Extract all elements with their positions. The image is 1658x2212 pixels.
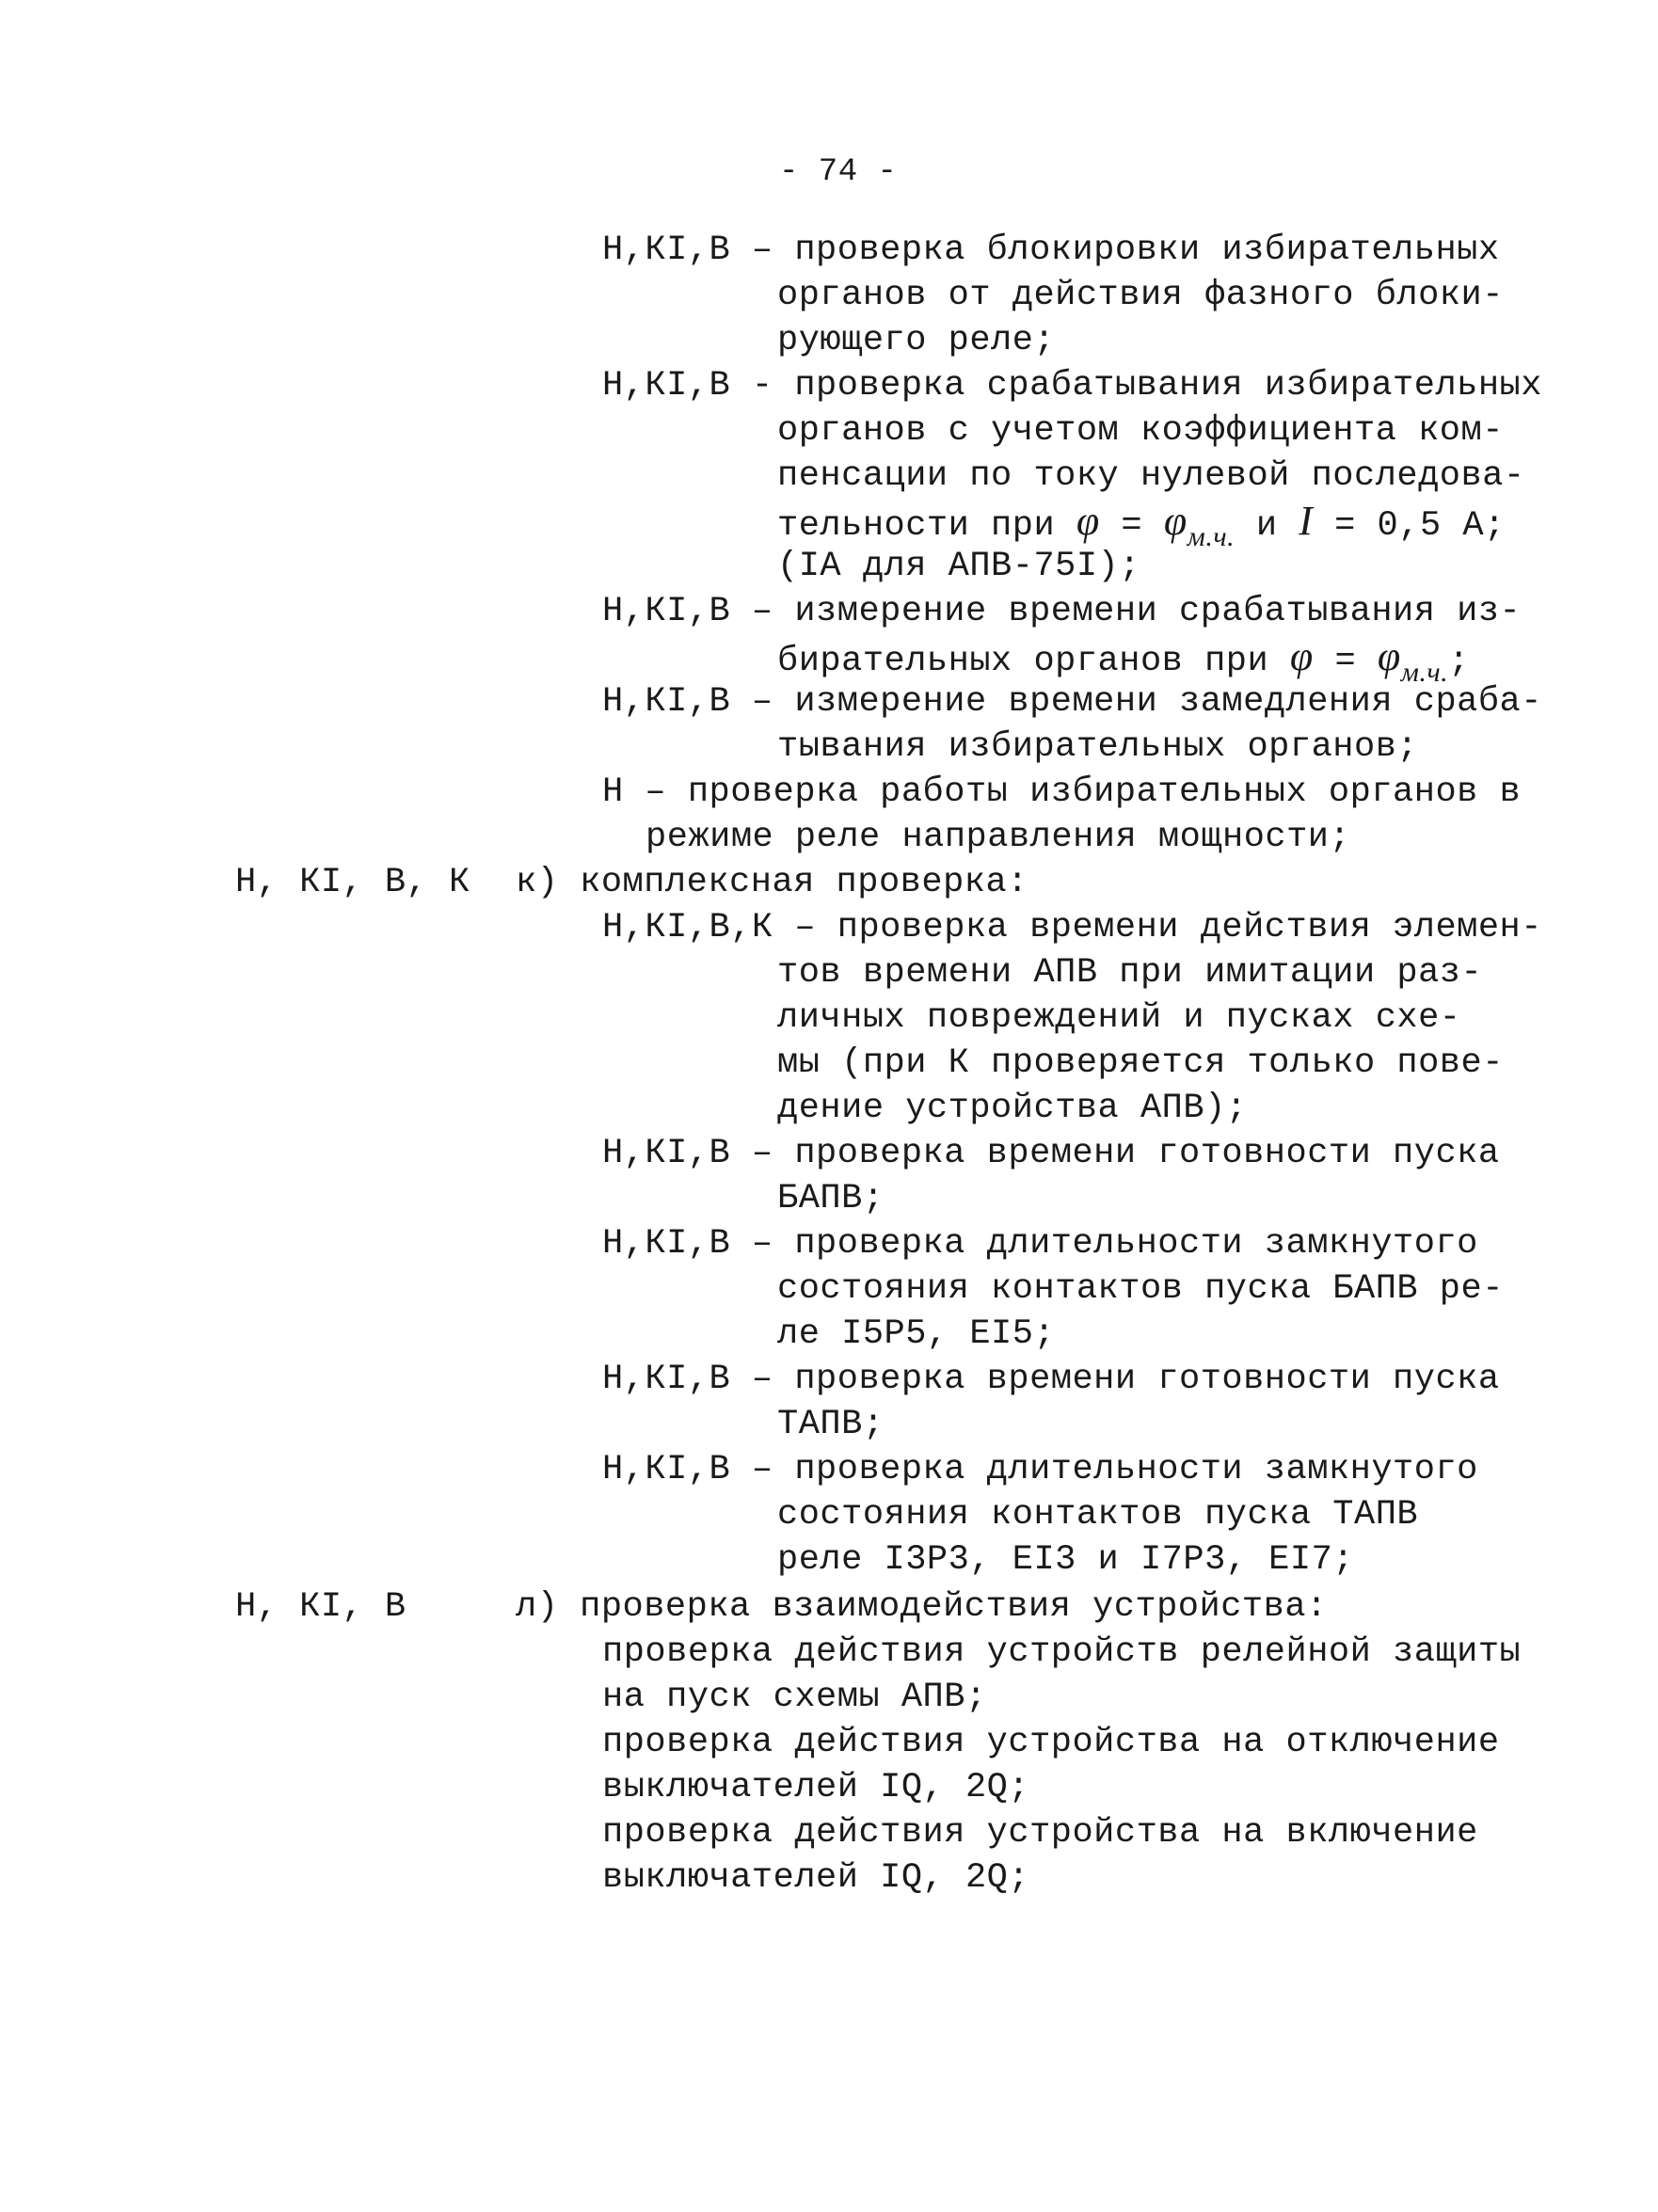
- text-line: Н,КI,В,К – проверка времени действия элемен-: [602, 908, 1542, 947]
- equals-sign: =: [1099, 506, 1164, 546]
- formula-line: [777, 633, 1470, 688]
- text-line: состояния контактов пуска БАПВ ре-: [777, 1269, 1504, 1309]
- text-line: пенсации по току нулевой последова-: [777, 456, 1525, 496]
- text-fragment: тельности при: [777, 506, 1076, 546]
- text-line: Н,КI,В – проверка времени готовности пуска: [602, 1134, 1500, 1173]
- text-line: проверка действия устройств релейной защиты: [602, 1632, 1522, 1672]
- text-line: тывания избирательных органов;: [777, 727, 1419, 767]
- text-line: ле I5Р5, ЕI5;: [777, 1314, 1056, 1354]
- category-codes: Н, КI, В: [235, 1587, 407, 1627]
- equals-sign: =: [1313, 642, 1378, 681]
- text-line: мы (при К проверяется только пове-: [777, 1043, 1504, 1083]
- text-line: Н,КI,В – измерение времени срабатывания из-: [602, 592, 1522, 631]
- phi-subscript: м.ч.: [1187, 521, 1236, 552]
- formula-line: [777, 498, 1506, 552]
- text-line: личных повреждений и пусках схе-: [777, 998, 1461, 1038]
- text-line: выключателей IQ, 2Q;: [602, 1768, 1030, 1807]
- text-line: на пуск схемы АПВ;: [602, 1678, 987, 1717]
- text-line: БАПВ;: [777, 1179, 885, 1218]
- current-symbol: I: [1299, 498, 1314, 544]
- text-line: проверка действия устройства на отключение: [602, 1723, 1500, 1762]
- text-line: Н,КI,В - проверка срабатывания избирательных: [602, 366, 1542, 406]
- text-fragment: бирательных органов при: [777, 642, 1290, 681]
- phi-subscript: м.ч.: [1400, 657, 1449, 688]
- text-line: дение устройства АПВ);: [777, 1089, 1248, 1128]
- text-line: органов с учетом коэффициента ком-: [777, 411, 1504, 451]
- text-line: Н,КI,В – измерение времени замедления сраба-: [602, 682, 1542, 722]
- category-codes: Н, КI, В, К: [235, 863, 470, 902]
- phi-symbol: φ: [1289, 633, 1314, 679]
- text-line: рующего реле;: [777, 321, 1056, 360]
- section-heading: л) проверка взаимодействия устройства:: [516, 1587, 1328, 1627]
- text-line: органов от действия фазного блоки-: [777, 276, 1504, 315]
- phi-symbol: φ: [1377, 633, 1401, 679]
- text-line: выключателей IQ, 2Q;: [602, 1858, 1030, 1898]
- text-line: состояния контактов пуска ТАПВ: [777, 1495, 1419, 1535]
- page-number: - 74 -: [779, 154, 898, 190]
- phi-symbol: φ: [1163, 498, 1188, 544]
- text-fragment: ;: [1448, 642, 1470, 681]
- text-line: реле I3Р3, ЕI3 и I7Р3, ЕI7;: [777, 1540, 1354, 1580]
- text-line: (IA для АПВ-75I);: [777, 547, 1140, 586]
- text-line: Н,КI,В – проверка длительности замкнутого: [602, 1450, 1478, 1489]
- text-line: режиме реле направления мощности;: [646, 818, 1351, 857]
- text-line: тов времени АПВ при имитации раз-: [777, 953, 1483, 993]
- text-fragment: = 0,5 А;: [1313, 506, 1506, 546]
- text-fragment: и: [1235, 506, 1299, 546]
- section-heading: к) комплексная проверка:: [516, 863, 1028, 902]
- text-line: ТАПВ;: [777, 1405, 885, 1444]
- text-line: Н,КI,В – проверка времени готовности пуска: [602, 1360, 1500, 1399]
- text-line: проверка действия устройства на включение: [602, 1813, 1478, 1853]
- phi-symbol: φ: [1076, 498, 1100, 544]
- text-line: Н,КI,В – проверка длительности замкнутого: [602, 1224, 1478, 1264]
- text-line: Н – проверка работы избирательных органов в: [602, 772, 1522, 812]
- text-line: Н,КI,В – проверка блокировки избирательных: [602, 231, 1500, 270]
